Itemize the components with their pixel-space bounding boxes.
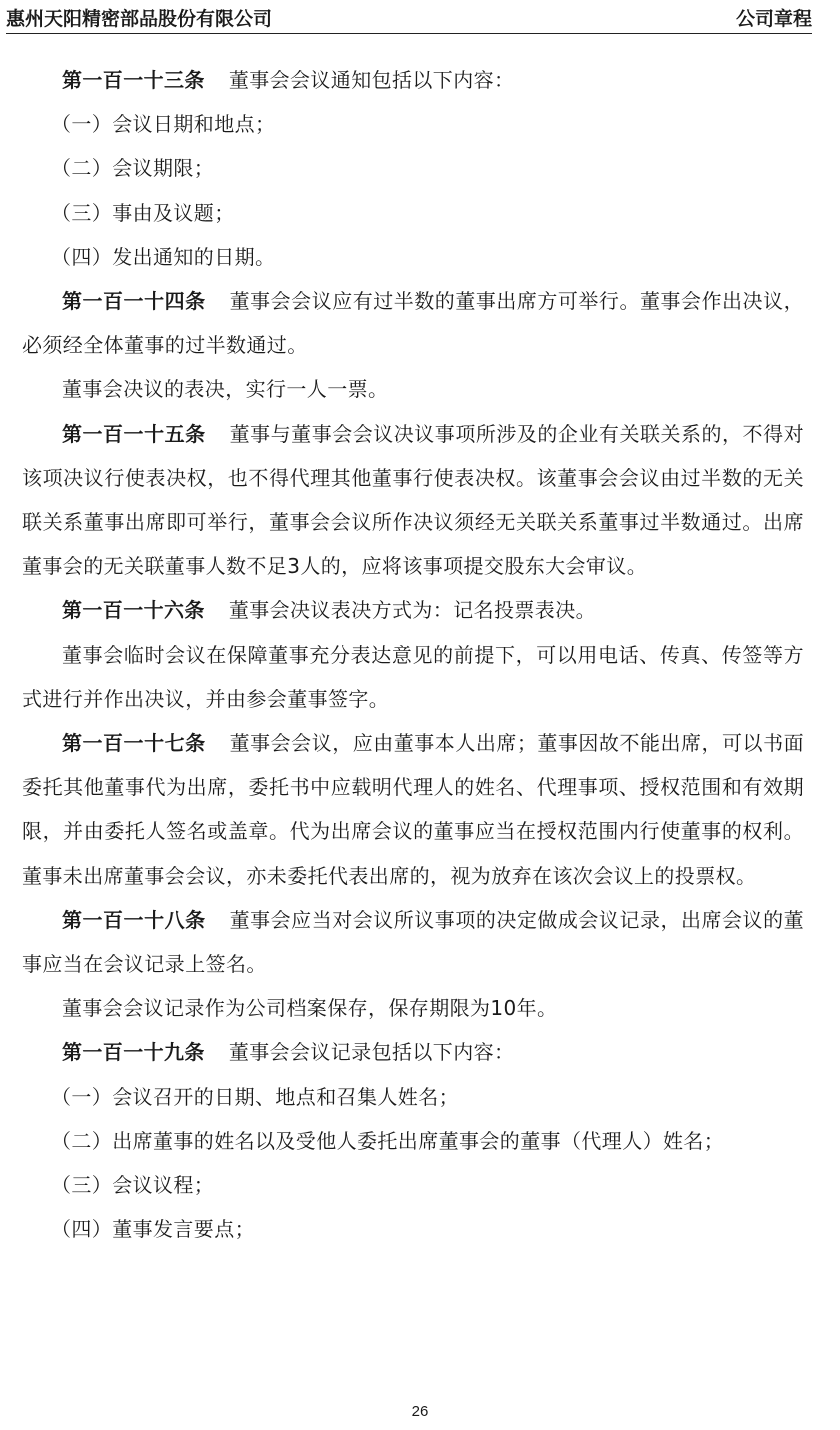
article-number: 第一百一十五条 (62, 421, 206, 446)
article-number: 第一百一十四条 (62, 289, 206, 314)
paragraph-art-118 (22, 898, 804, 986)
paragraph-art-115 (22, 412, 804, 589)
paragraph-art-114 (22, 279, 804, 367)
article-text: 董事会会议应有过半数的董事出席方可举行。董事会作出决议，必须经全体董事的过半数通过。 (22, 289, 804, 358)
list-item: （二）会议期限； (51, 156, 215, 181)
paragraph-art-119 (22, 1030, 804, 1074)
paragraph-art-113 (22, 58, 804, 102)
article-text: 董事与董事会会议决议事项所涉及的企业有关联关系的，不得对该项决议行使表决权，也不得代理其他董事行使表决权。该董事会会议由过半数的无关联关系董事出席即可举行，董事会会议所作决议须经无关联关系董事过半数通过。出席董事会的无关联董事人数不足3人的，应将该事项提交股东大会审议。 (22, 421, 804, 579)
article-text: 董事会应当对会议所议事项的决定做成会议记录，出席会议的董事应当在会议记录上签名。 (22, 907, 804, 977)
page-header (6, 0, 812, 34)
article-text: 董事会会议记录包括以下内容： (228, 1040, 515, 1065)
company-name: 惠州天阳精密部品股份有限公司 (6, 8, 273, 30)
list-item: （一）会议日期和地点； (51, 112, 276, 137)
article-number: 第一百一十三条 (62, 68, 205, 92)
document-body (22, 58, 804, 1251)
paragraph-plain: 董事会决议的表决，实行一人一票。 (62, 377, 389, 402)
page-number: 26 (411, 1403, 429, 1420)
paragraph-plain: 董事会临时会议在保障董事充分表达意见的前提下，可以用电话、传真、传签等方式进行并作出决议，并由参会董事签字。 (22, 642, 804, 711)
list-item: （三）会议议程； (51, 1173, 215, 1198)
list-item: （二）出席董事的姓名以及受他人委托出席董事会的董事（代理人）姓名； (51, 1128, 725, 1153)
article-number: 第一百一十九条 (62, 1040, 205, 1065)
paragraph-plain: 董事会会议记录作为公司档案保存，保存期限为10年。 (62, 996, 558, 1021)
article-number: 第一百一十六条 (62, 598, 205, 623)
list-item: （四）董事发言要点； (51, 1217, 255, 1242)
paragraph-art-116 (22, 588, 804, 632)
list-item: （四）发出通知的日期。 (51, 244, 276, 269)
list-item: （三）事由及议题； (51, 200, 235, 225)
paragraph-art-117 (22, 721, 804, 898)
article-text: 董事会决议表决方式为：记名投票表决。 (228, 598, 597, 623)
document-title: 公司章程 (735, 8, 812, 30)
article-text: 董事会会议，应由董事本人出席；董事因故不能出席，可以书面委托其他董事代为出席，委托书中应载明代理人的姓名、代理事项、授权范围和有效期限，并由委托人签名或盖章。代为出席会议的董事应当在授权范围内行使董事的权利。董事未出席董事会会议，亦未委托代表出席的，视为放弃在该次会议上的投票权。 (22, 731, 804, 888)
list-item: （一）会议召开的日期、地点和召集人姓名； (51, 1084, 459, 1109)
article-number: 第一百一十八条 (62, 907, 206, 932)
article-number: 第一百一十七条 (62, 731, 206, 756)
article-text: 董事会会议通知包括以下内容： (228, 68, 515, 92)
